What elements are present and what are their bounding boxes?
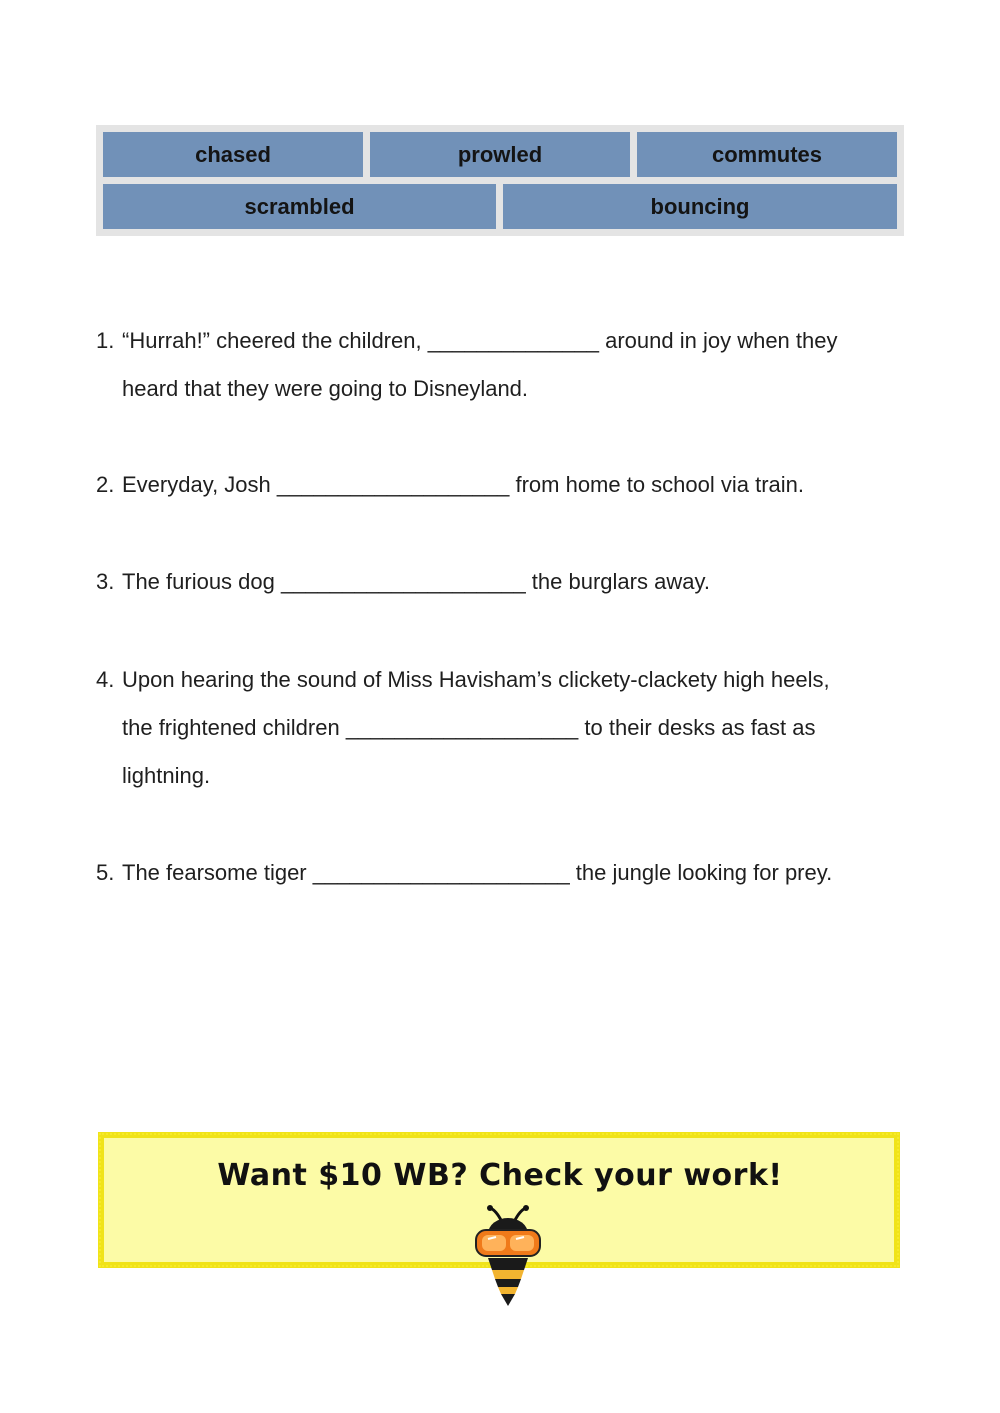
question-line: lightning. — [122, 763, 211, 788]
question-line: the frightened children ___________________ to their desks as fast as — [122, 715, 816, 740]
word-chip-prowled[interactable]: prowled — [370, 132, 630, 177]
question-number: 4. — [96, 667, 115, 692]
question-number: 5. — [96, 860, 115, 885]
question-line: Upon hearing the sound of Miss Havisham’s clickety-clackety high heels, — [122, 667, 830, 692]
question-line: The fearsome tiger _____________________ the jungle looking for prey. — [122, 860, 833, 885]
question-number: 1. — [96, 328, 115, 353]
word-bank — [96, 125, 904, 236]
question-line: heard that they were going to Disneyland. — [122, 376, 529, 401]
word-chip-bouncing[interactable]: bouncing — [503, 184, 897, 229]
question-line: “Hurrah!” cheered the children, ______________ around in joy when they — [122, 328, 838, 353]
question-number: 3. — [96, 569, 115, 594]
bee-with-goggles-icon — [466, 1204, 550, 1310]
question-line: The furious dog ____________________ the burglars away. — [122, 569, 710, 594]
question-line: Everyday, Josh ___________________ from home to school via train. — [122, 472, 805, 497]
word-chip-scrambled[interactable]: scrambled — [103, 184, 496, 229]
question-number: 2. — [96, 472, 115, 497]
banner-title: Want $10 WB? Check your work! — [217, 1158, 783, 1193]
word-chip-chased[interactable]: chased — [103, 132, 363, 177]
word-chip-commutes[interactable]: commutes — [637, 132, 897, 177]
